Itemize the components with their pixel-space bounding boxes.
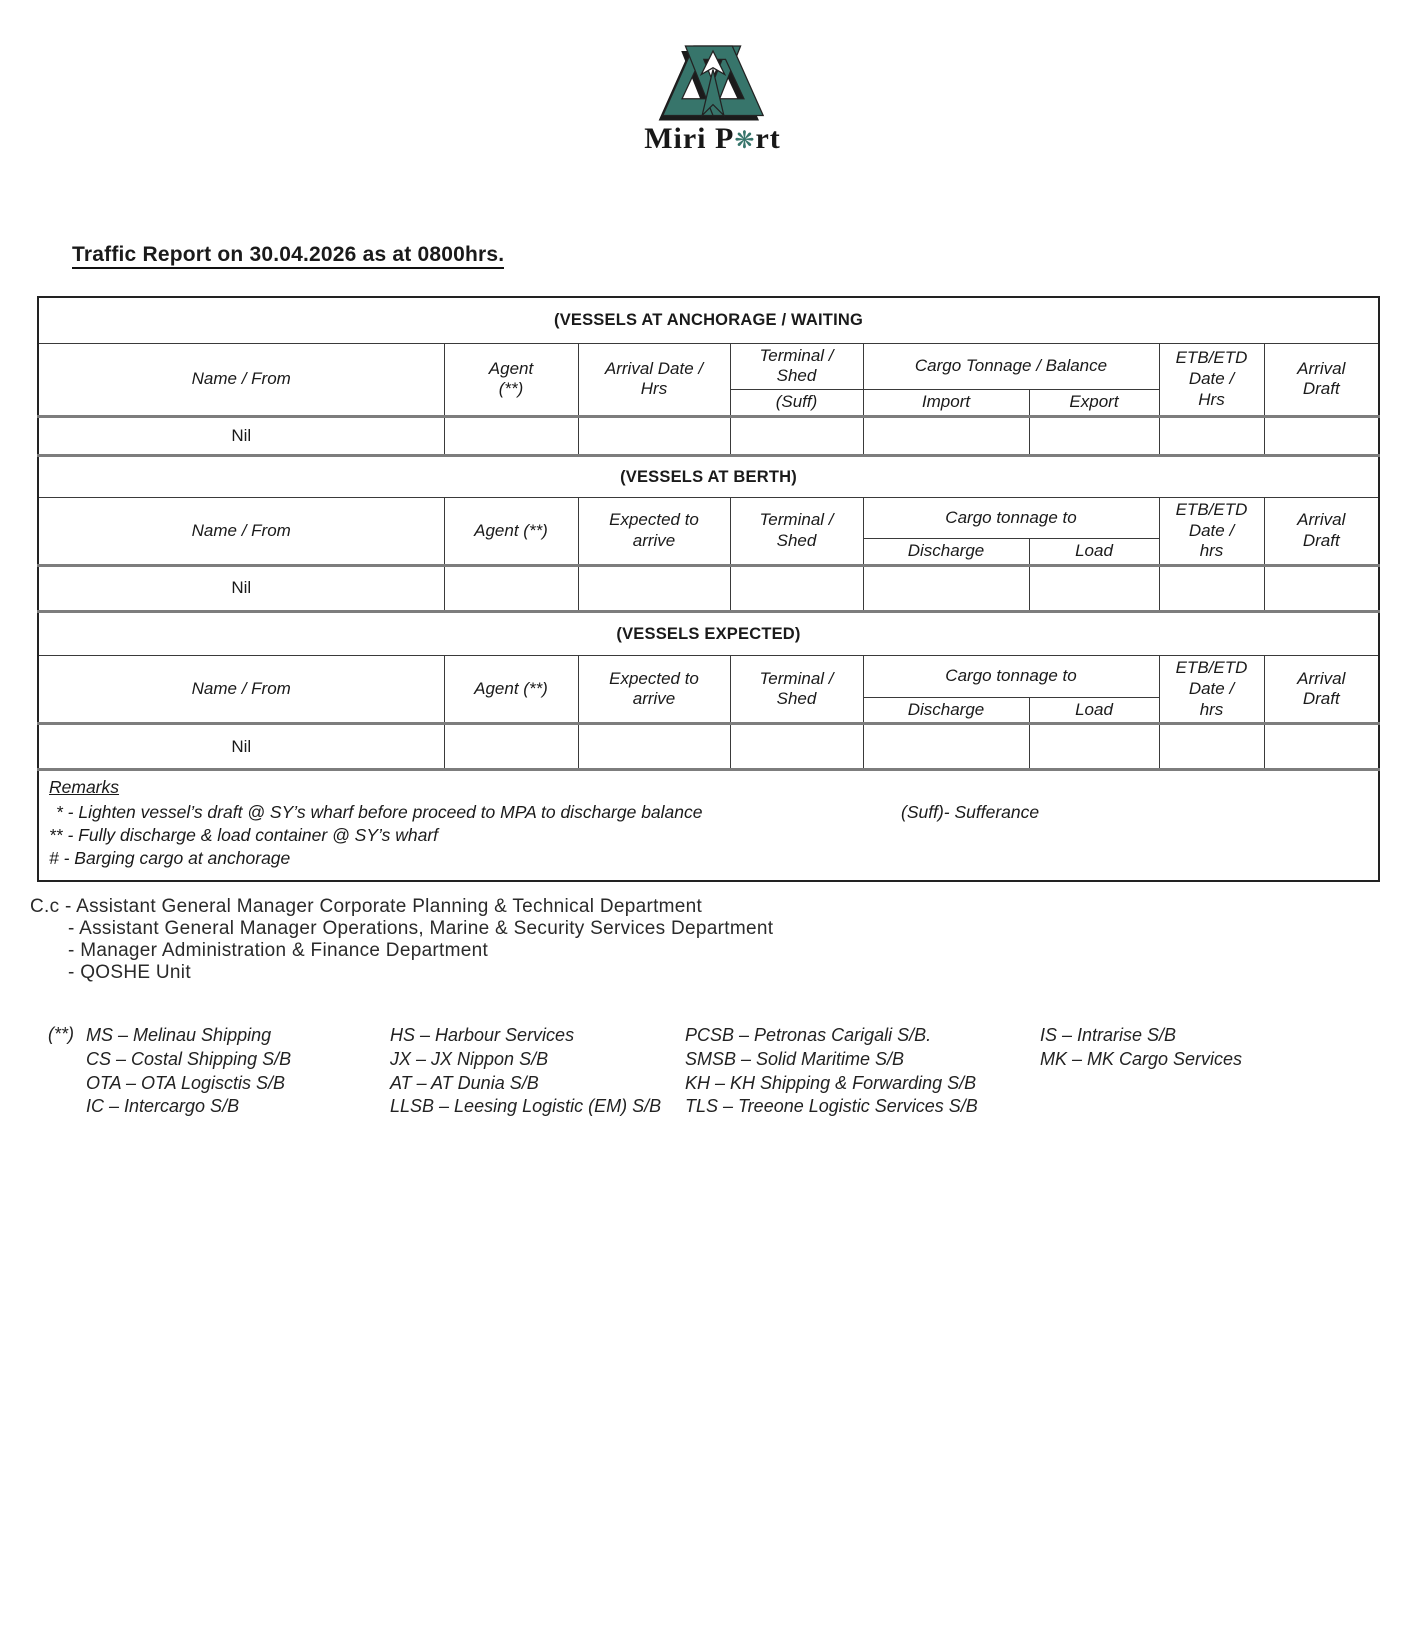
legend-item: IC – Intercargo S/B bbox=[86, 1096, 240, 1117]
legend-item: OTA – OTA Logisctis S/B bbox=[86, 1072, 286, 1093]
col-header-arrival-draft: Arrival Draft bbox=[1264, 497, 1379, 565]
col-header-arrival-draft: Arrival Draft bbox=[1264, 343, 1379, 416]
anchorage-data-row bbox=[38, 416, 1379, 455]
remark-line: # - Barging cargo at anchorage bbox=[49, 848, 291, 869]
miri-port-logo-icon bbox=[638, 36, 788, 128]
col-header-expected: Expected to arrive bbox=[578, 656, 730, 724]
cell-etb-etd bbox=[1159, 566, 1264, 612]
flower-icon: ❋ bbox=[734, 128, 756, 154]
anchorage-column-header-row bbox=[38, 343, 1379, 389]
logo-text-post: rt bbox=[755, 122, 781, 155]
legend-item: MS – Melinau Shipping bbox=[86, 1025, 272, 1045]
legend-item: LLSB – Leesing Logistic (EM) S/B bbox=[390, 1096, 662, 1117]
cell-terminal bbox=[730, 724, 863, 770]
suff-note: (Suff)- Sufferance bbox=[901, 801, 1040, 822]
legend-item: KH – KH Shipping & Forwarding S/B bbox=[685, 1072, 977, 1093]
logo bbox=[0, 36, 1425, 156]
legend-item: AT – AT Dunia S/B bbox=[390, 1072, 539, 1093]
col-header-terminal: Terminal / Shed bbox=[730, 656, 863, 724]
legend-column-1 bbox=[48, 1024, 291, 1119]
cell-agent bbox=[444, 416, 578, 455]
cell-discharge bbox=[863, 566, 1029, 612]
legend-item: MK – MK Cargo Services bbox=[1040, 1048, 1243, 1069]
expected-column-header-row bbox=[38, 656, 1379, 697]
remarks-section bbox=[38, 770, 1379, 881]
col-header-import: Import bbox=[863, 389, 1029, 416]
cc-distribution-list bbox=[30, 896, 773, 984]
cell-arrival-date bbox=[578, 416, 730, 455]
section-title: (VESSELS AT BERTH) bbox=[38, 455, 1379, 497]
legend-column-3 bbox=[685, 1024, 978, 1119]
cc-line: C.c - Assistant General Manager Corporate Planning & Technical Department bbox=[30, 896, 703, 917]
cell-arrival-draft bbox=[1264, 724, 1379, 770]
section-header-berth bbox=[38, 455, 1379, 497]
remarks-title: Remarks bbox=[49, 777, 120, 798]
berth-data-row bbox=[38, 566, 1379, 612]
legend-item: IS – Intrarise S/B bbox=[1040, 1025, 1177, 1045]
berth-column-header-row bbox=[38, 497, 1379, 538]
col-header-load: Load bbox=[1029, 539, 1159, 566]
cell-terminal bbox=[730, 416, 863, 455]
col-header-load: Load bbox=[1029, 697, 1159, 724]
col-header-terminal: Terminal / Shed bbox=[730, 497, 863, 565]
legend-item: TLS – Treeone Logistic Services S/B bbox=[685, 1096, 978, 1117]
remark-line: ** - Fully discharge & load container @ SY’s wharf bbox=[49, 825, 439, 846]
cell-import bbox=[863, 416, 1029, 455]
legend-column-4 bbox=[1040, 1024, 1242, 1072]
col-header-cargo-tonnage: Cargo tonnage to bbox=[863, 656, 1159, 697]
cell-expected bbox=[578, 724, 730, 770]
report-title: Traffic Report on 30.04.2026 as at 0800hrs. bbox=[72, 243, 504, 267]
cell-arrival-draft bbox=[1264, 416, 1379, 455]
col-header-agent: Agent (**) bbox=[444, 343, 578, 416]
col-header-agent: Agent (**) bbox=[444, 656, 578, 724]
cell-arrival-draft bbox=[1264, 566, 1379, 612]
logo-text bbox=[0, 122, 1425, 156]
logo-text-pre: Miri P bbox=[644, 122, 735, 155]
cell-etb-etd bbox=[1159, 416, 1264, 455]
section-header-anchorage bbox=[38, 297, 1379, 343]
col-header-etb-etd: ETB/ETD Date / hrs bbox=[1159, 497, 1264, 565]
cell-terminal bbox=[730, 566, 863, 612]
legend-column-2 bbox=[390, 1024, 661, 1119]
cc-line: - Assistant General Manager Operations, Marine & Security Services Department bbox=[68, 918, 774, 939]
section-header-expected bbox=[38, 612, 1379, 656]
traffic-report-table bbox=[37, 296, 1380, 882]
legend-item: JX – JX Nippon S/B bbox=[390, 1048, 549, 1069]
col-header-name: Name / From bbox=[38, 343, 444, 416]
col-header-suff: (Suff) bbox=[730, 389, 863, 416]
cell-expected bbox=[578, 566, 730, 612]
col-header-cargo-tonnage: Cargo Tonnage / Balance bbox=[863, 343, 1159, 389]
col-header-etb-etd: ETB/ETD Date / hrs bbox=[1159, 656, 1264, 724]
cell-load bbox=[1029, 566, 1159, 612]
col-header-name: Name / From bbox=[38, 656, 444, 724]
cell-agent bbox=[444, 566, 578, 612]
cc-line: - Manager Administration & Finance Department bbox=[68, 940, 489, 961]
col-header-cargo-tonnage: Cargo tonnage to bbox=[863, 497, 1159, 538]
legend-item: CS – Costal Shipping S/B bbox=[86, 1048, 292, 1069]
cell-agent bbox=[444, 724, 578, 770]
col-header-expected: Expected to arrive bbox=[578, 497, 730, 565]
cell-name: Nil bbox=[38, 724, 444, 770]
col-header-etb-etd: ETB/ETD Date / Hrs bbox=[1159, 343, 1264, 416]
legend-prefix: (**) bbox=[48, 1024, 74, 1044]
cell-load bbox=[1029, 724, 1159, 770]
cell-discharge bbox=[863, 724, 1029, 770]
col-header-terminal: Terminal / Shed bbox=[730, 343, 863, 389]
expected-data-row bbox=[38, 724, 1379, 770]
cell-etb-etd bbox=[1159, 724, 1264, 770]
col-header-arrival-draft: Arrival Draft bbox=[1264, 656, 1379, 724]
col-header-name: Name / From bbox=[38, 497, 444, 565]
legend-item: PCSB – Petronas Carigali S/B. bbox=[685, 1025, 932, 1045]
cell-export bbox=[1029, 416, 1159, 455]
legend-item: HS – Harbour Services bbox=[390, 1025, 575, 1045]
remark-line: * - Lighten vessel’s draft @ SY’s wharf before proceed to MPA to discharge balance (Suff)- Sufferance bbox=[56, 801, 1040, 822]
cell-name: Nil bbox=[38, 416, 444, 455]
cc-line: - QOSHE Unit bbox=[68, 962, 191, 983]
col-header-discharge: Discharge bbox=[863, 539, 1029, 566]
section-title: (VESSELS AT ANCHORAGE / WAITING bbox=[38, 297, 1379, 343]
col-header-arrival-date: Arrival Date / Hrs bbox=[578, 343, 730, 416]
col-header-agent: Agent (**) bbox=[444, 497, 578, 565]
col-header-discharge: Discharge bbox=[863, 697, 1029, 724]
cell-name: Nil bbox=[38, 566, 444, 612]
col-header-export: Export bbox=[1029, 389, 1159, 416]
legend-item: SMSB – Solid Maritime S/B bbox=[685, 1048, 905, 1069]
section-title: (VESSELS EXPECTED) bbox=[38, 612, 1379, 656]
